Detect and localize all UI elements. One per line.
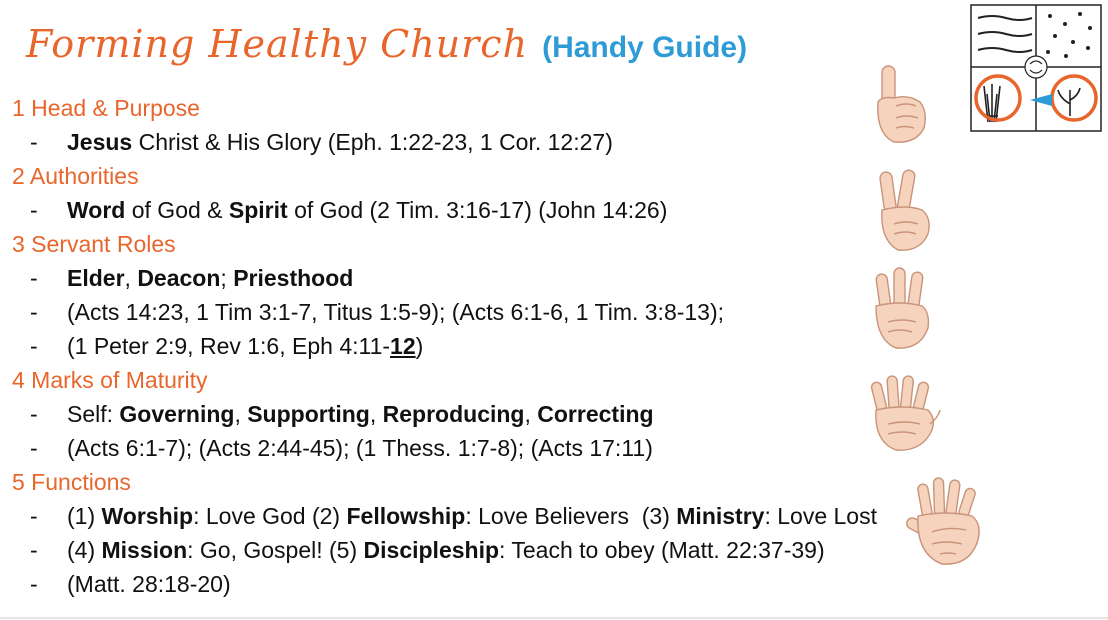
bullet-item	[12, 534, 852, 568]
bullet-item	[12, 262, 852, 296]
bold-text: Deacon	[137, 265, 221, 291]
section-heading: 3 Servant Roles	[12, 231, 176, 257]
five-finger-hand-icon	[906, 474, 994, 570]
bullet-item	[12, 500, 877, 534]
four-fields-diagram-icon	[970, 4, 1102, 132]
bold-text: Word	[67, 197, 126, 223]
item-text: (Acts 6:1-7); (Acts 2:44-45); (1 Thess. 1:7-8); (Acts 17:11)	[67, 435, 653, 461]
item-text: (1 Peter 2:9, Rev 1:6, Eph 4:11-	[67, 333, 391, 359]
item-text: : Love God (2)	[193, 503, 347, 529]
section-heading: 4 Marks of Maturity	[12, 367, 208, 393]
bullet-dash: -	[30, 265, 38, 291]
item-text: Self:	[67, 401, 120, 427]
title-main: Forming Healthy Church	[26, 22, 529, 66]
item-text: 12	[390, 333, 416, 359]
one-finger-hand-icon	[872, 64, 930, 146]
bottom-divider	[0, 617, 1108, 619]
item-text: (Acts 14:23, 1 Tim 3:1-7, Titus 1:5-9); (Acts 6:1-6, 1 Tim. 3:8-13);	[67, 299, 725, 325]
bold-text: Mission	[101, 537, 188, 563]
bullet-item	[12, 568, 852, 602]
item-text: : Go, Gospel! (5)	[187, 537, 364, 563]
bold-text: Governing	[119, 401, 235, 427]
bold-text: Discipleship	[363, 537, 500, 563]
title-subtitle: (Handy Guide)	[542, 31, 748, 64]
bold-text: Reproducing	[382, 401, 525, 427]
item-text: ;	[220, 265, 234, 291]
item-text: ,	[234, 401, 248, 427]
bullet-dash: -	[30, 503, 38, 529]
bold-text: Ministry	[676, 503, 765, 529]
bold-text: Fellowship	[346, 503, 466, 529]
item-text: (Matt. 28:18-20)	[67, 571, 231, 597]
item-text: : Teach to obey (Matt. 22:37-39)	[499, 537, 825, 563]
item-text: ,	[124, 265, 138, 291]
item-text: ,	[369, 401, 383, 427]
section-heading: 1 Head & Purpose	[12, 95, 200, 121]
bullet-item	[12, 296, 852, 330]
bold-text: Elder	[67, 265, 125, 291]
item-text: Christ & His Glory (Eph. 1:22-23, 1 Cor. 12:27)	[132, 129, 613, 155]
three-finger-hand-icon	[872, 264, 934, 352]
item-text: : Love Believers (3)	[465, 503, 677, 529]
bullet-dash: -	[30, 571, 38, 597]
item-text: (4)	[67, 537, 102, 563]
bold-text: Priesthood	[233, 265, 354, 291]
two-finger-hand-icon	[876, 168, 932, 254]
bullet-dash: -	[30, 333, 38, 359]
bullet-item	[12, 330, 852, 364]
item-text: of God &	[125, 197, 229, 223]
bold-text: Correcting	[537, 401, 654, 427]
bold-text: Spirit	[228, 197, 288, 223]
bold-text: Worship	[101, 503, 194, 529]
bold-text: Jesus	[67, 129, 133, 155]
bullet-dash: -	[30, 401, 38, 427]
section-heading: 5 Functions	[12, 469, 131, 495]
bullet-dash: -	[30, 435, 38, 461]
item-text: of God (2 Tim. 3:16-17) (John 14:26)	[287, 197, 668, 223]
section-heading: 2 Authorities	[12, 163, 139, 189]
bullet-dash: -	[30, 537, 38, 563]
bullet-dash: -	[30, 299, 38, 325]
four-finger-hand-icon	[870, 372, 942, 454]
bullet-item	[12, 126, 852, 160]
item-text: : Love Lost	[764, 503, 877, 529]
bullet-dash: -	[30, 197, 38, 223]
bullet-dash: -	[30, 129, 38, 155]
item-text: )	[415, 333, 424, 359]
bullet-item	[12, 432, 852, 466]
bullet-item	[12, 194, 852, 228]
item-text: ,	[524, 401, 538, 427]
bold-text: Supporting	[247, 401, 370, 427]
bullet-item	[12, 398, 852, 432]
item-text: (1)	[67, 503, 102, 529]
slide-title	[26, 22, 747, 66]
outline	[12, 92, 877, 602]
